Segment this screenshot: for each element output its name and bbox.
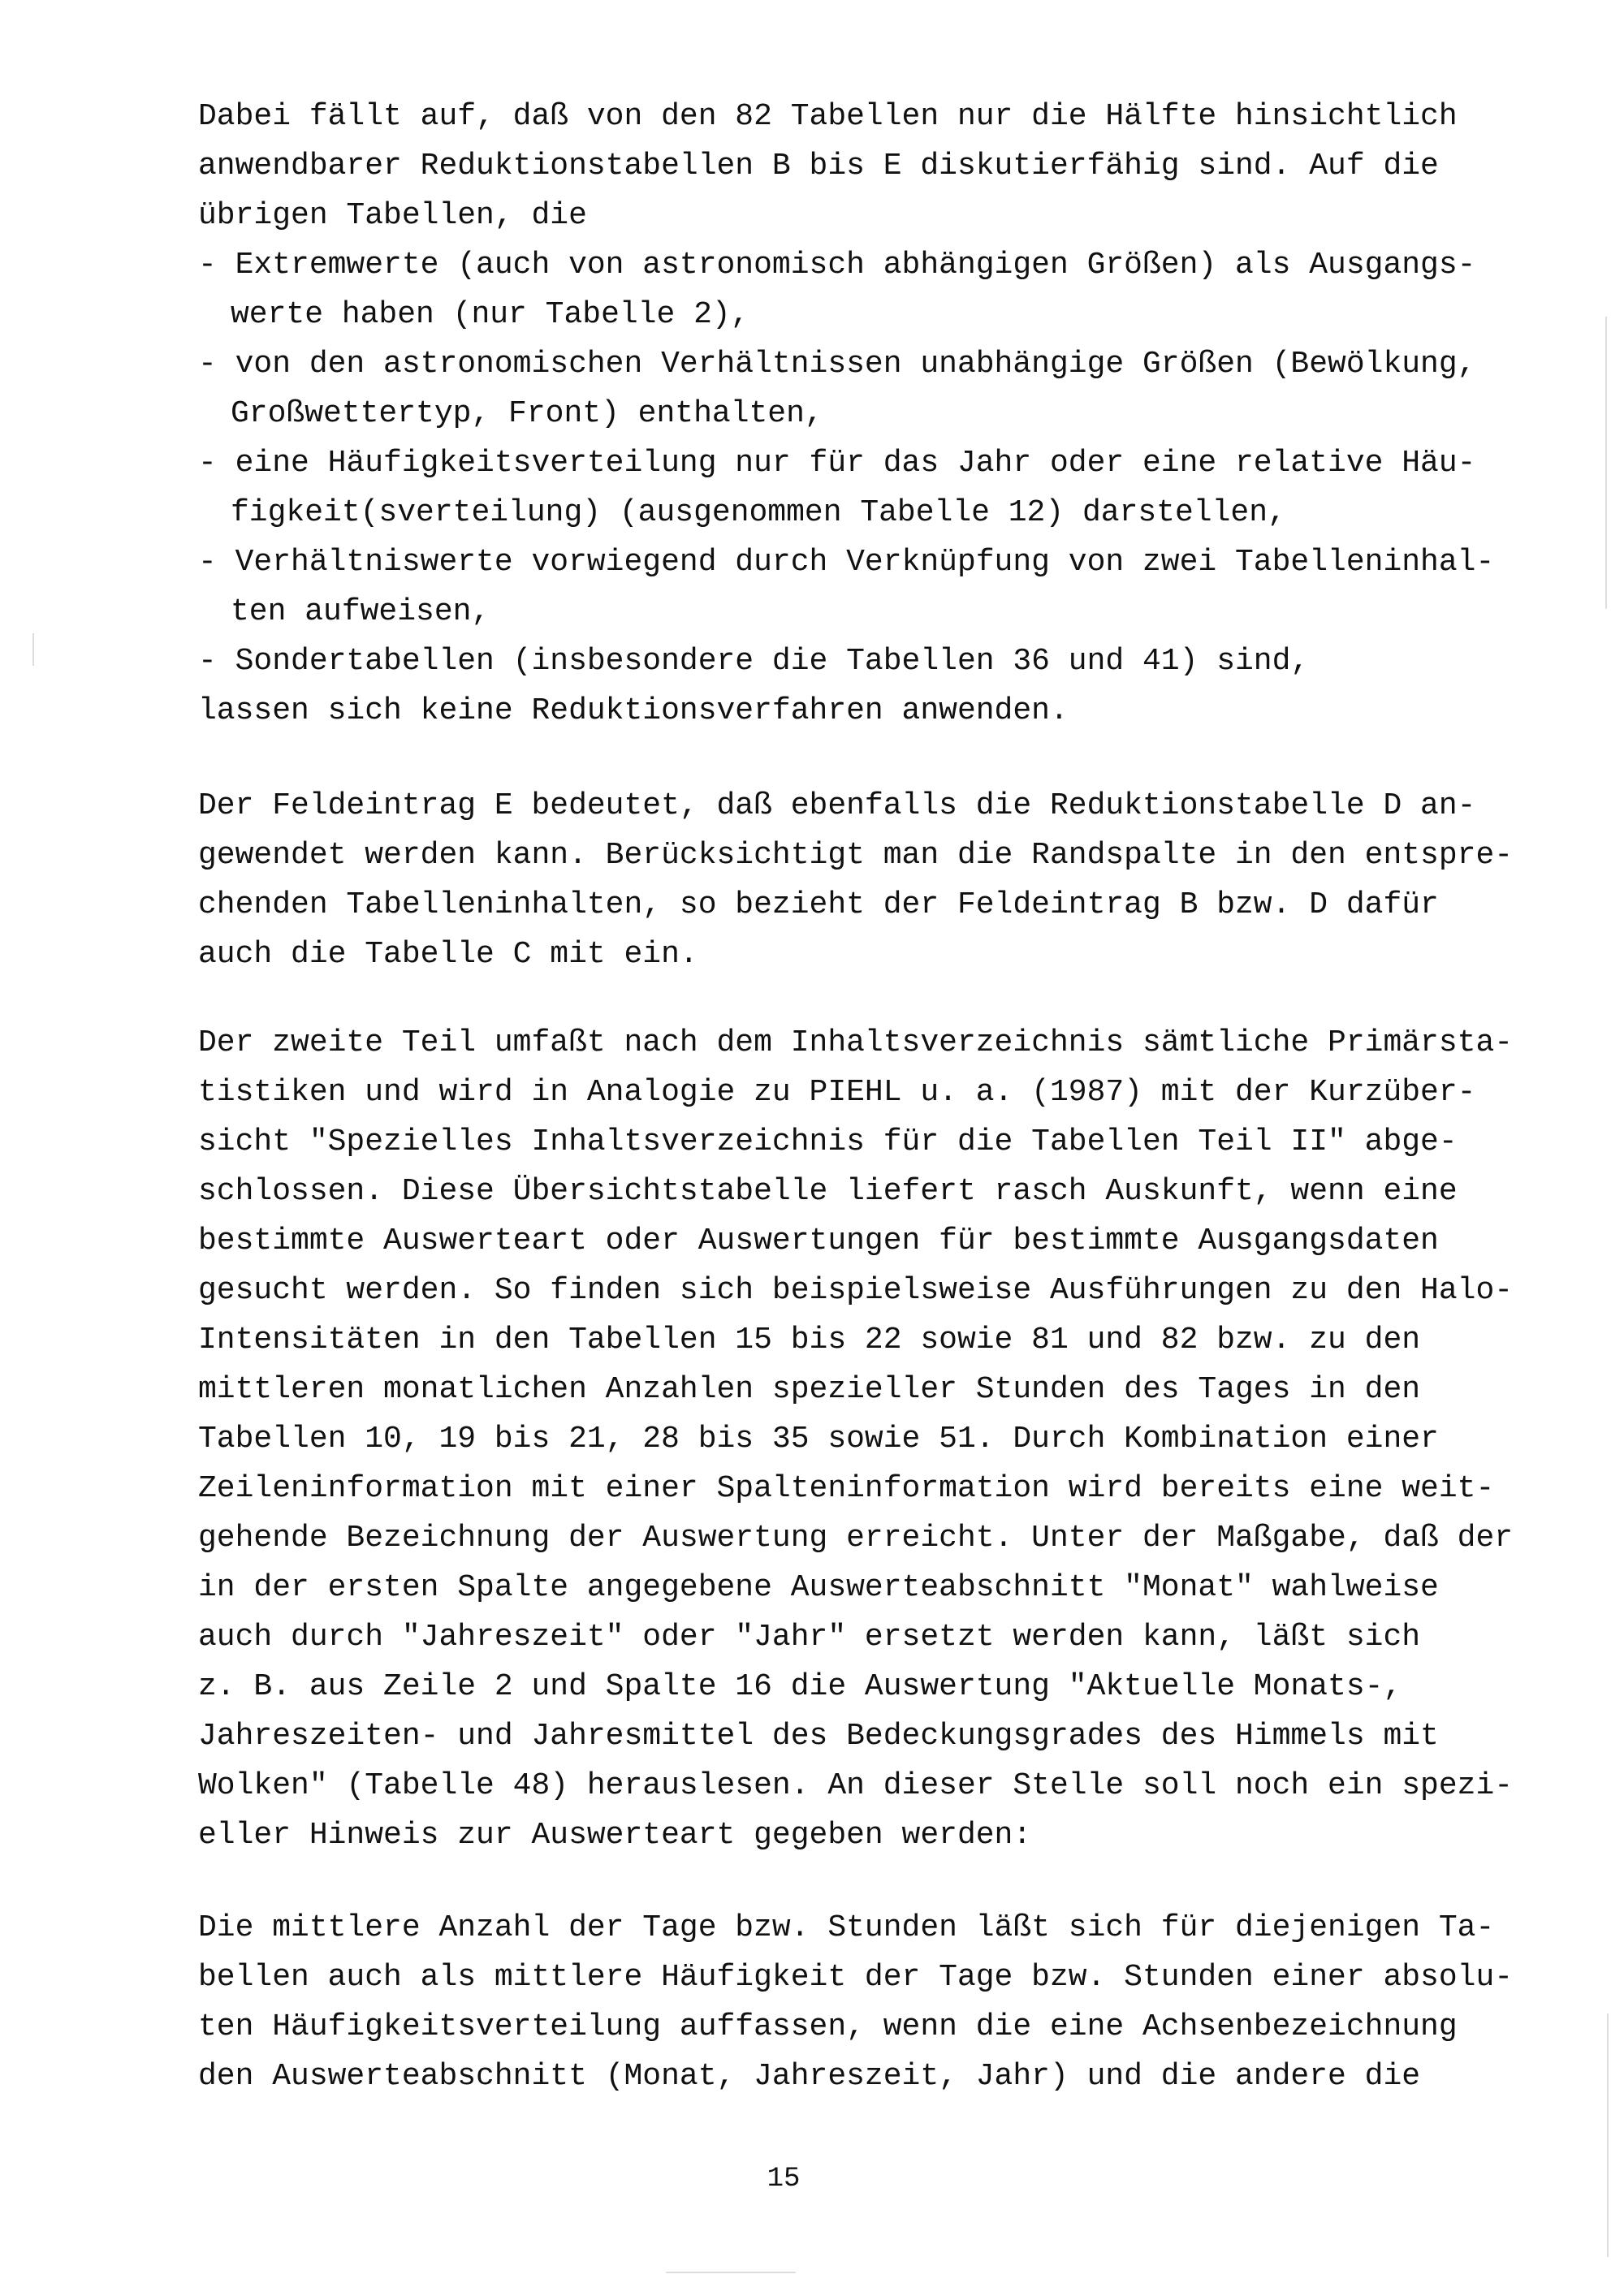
bottom-scan-line xyxy=(666,2272,796,2273)
paragraph-3-line-13: auch durch "Jahreszeit" oder "Jahr" ersetzt werden kann, läßt sich xyxy=(198,1620,1421,1655)
paragraph-1-line-5: werte haben (nur Tabelle 2), xyxy=(231,297,749,332)
left-margin-scan-dot xyxy=(32,633,34,666)
paragraph-3-line-5: bestimmte Auswerteart oder Auswertungen für bestimmte Ausgangsdaten xyxy=(198,1224,1439,1258)
paragraph-1-line-12: - Sondertabellen (insbesondere die Tabellen 36 und 41) sind, xyxy=(198,644,1310,679)
paragraph-1-line-3: übrigen Tabellen, die xyxy=(198,198,587,233)
paragraph-3-line-9: Tabellen 10, 19 bis 21, 28 bis 35 sowie 51. Durch Kombination einer xyxy=(198,1422,1439,1457)
paragraph-3-line-10: Zeileninformation mit einer Spalteninformation wird bereits eine weit- xyxy=(198,1471,1495,1506)
paragraph-3-line-1: Der zweite Teil umfaßt nach dem Inhaltsverzeichnis sämtliche Primärsta- xyxy=(198,1025,1514,1060)
right-margin-scan-line xyxy=(1605,317,1607,609)
paragraph-3-line-7: Intensitäten in den Tabellen 15 bis 22 sowie 81 und 82 bzw. zu den xyxy=(198,1323,1421,1357)
paragraph-1-line-11: ten aufweisen, xyxy=(231,594,490,629)
right-margin-scan-line-lower xyxy=(1607,2013,1609,2257)
paragraph-3-line-14: z. B. aus Zeile 2 und Spalte 16 die Auswertung "Aktuelle Monats-, xyxy=(198,1669,1402,1704)
paragraph-3-line-16: Wolken" (Tabelle 48) herauslesen. An dieser Stelle soll noch ein spezi- xyxy=(198,1768,1514,1803)
paragraph-3-line-11: gehende Bezeichnung der Auswertung erreicht. Unter der Maßgabe, daß der xyxy=(198,1521,1514,1556)
paragraph-2-line-1: Der Feldeintrag E bedeutet, daß ebenfalls die Reduktionstabelle D an- xyxy=(198,788,1476,823)
paragraph-4-line-4: den Auswerteabschnitt (Monat, Jahreszeit, Jahr) und die andere die xyxy=(198,2059,1421,2094)
paragraph-3-line-4: schlossen. Diese Übersichtstabelle liefert rasch Auskunft, wenn eine xyxy=(198,1174,1458,1209)
paragraph-3-line-2: tistiken und wird in Analogie zu PIEHL u. a. (1987) mit der Kurzüber- xyxy=(198,1075,1476,1110)
paragraph-4-line-3: ten Häufigkeitsverteilung auffassen, wenn die eine Achsenbezeichnung xyxy=(198,2009,1458,2044)
paragraph-1-line-6: - von den astronomischen Verhältnissen unabhängige Größen (Bewölkung, xyxy=(198,347,1476,382)
paragraph-3-line-8: mittleren monatlichen Anzahlen spezieller Stunden des Tages in den xyxy=(198,1372,1421,1407)
page-number: 15 xyxy=(767,2164,801,2195)
paragraph-1-line-10: - Verhältniswerte vorwiegend durch Verknüpfung von zwei Tabelleninhal- xyxy=(198,545,1495,580)
paragraph-1-line-4: - Extremwerte (auch von astronomisch abhängigen Größen) als Ausgangs- xyxy=(198,248,1476,283)
paragraph-3-line-17: eller Hinweis zur Auswerteart gegeben werden: xyxy=(198,1818,1032,1853)
paragraph-1-line-13: lassen sich keine Reduktionsverfahren anwenden. xyxy=(198,693,1069,728)
paragraph-2-line-2: gewendet werden kann. Berücksichtigt man die Randspalte in den entspre- xyxy=(198,838,1514,873)
paragraph-1-line-2: anwendbarer Reduktionstabellen B bis E diskutierfähig sind. Auf die xyxy=(198,149,1439,183)
paragraph-3-line-15: Jahreszeiten- und Jahresmittel des Bedeckungsgrades des Himmels mit xyxy=(198,1719,1439,1754)
paragraph-1-line-9: figkeit(sverteilung) (ausgenommen Tabelle 12) darstellen, xyxy=(231,495,1286,530)
paragraph-2-line-3: chenden Tabelleninhalten, so bezieht der Feldeintrag B bzw. D dafür xyxy=(198,887,1439,922)
paragraph-3-line-6: gesucht werden. So finden sich beispielsweise Ausführungen zu den Halo- xyxy=(198,1273,1514,1308)
paragraph-4-line-2: bellen auch als mittlere Häufigkeit der Tage bzw. Stunden einer absolu- xyxy=(198,1960,1514,1995)
paragraph-3-line-12: in der ersten Spalte angegebene Auswerteabschnitt "Monat" wahlweise xyxy=(198,1570,1439,1605)
paragraph-4-line-1: Die mittlere Anzahl der Tage bzw. Stunden läßt sich für diejenigen Ta- xyxy=(198,1910,1495,1945)
paragraph-1-line-7: Großwettertyp, Front) enthalten, xyxy=(231,396,823,431)
paragraph-2-line-4: auch die Tabelle C mit ein. xyxy=(198,937,698,972)
paragraph-3-line-3: sicht "Spezielles Inhaltsverzeichnis für die Tabellen Teil II" abge- xyxy=(198,1124,1458,1159)
paragraph-1-line-8: - eine Häufigkeitsverteilung nur für das Jahr oder eine relative Häu- xyxy=(198,446,1476,481)
paragraph-1-line-1: Dabei fällt auf, daß von den 82 Tabellen nur die Hälfte hinsichtlich xyxy=(198,99,1458,134)
